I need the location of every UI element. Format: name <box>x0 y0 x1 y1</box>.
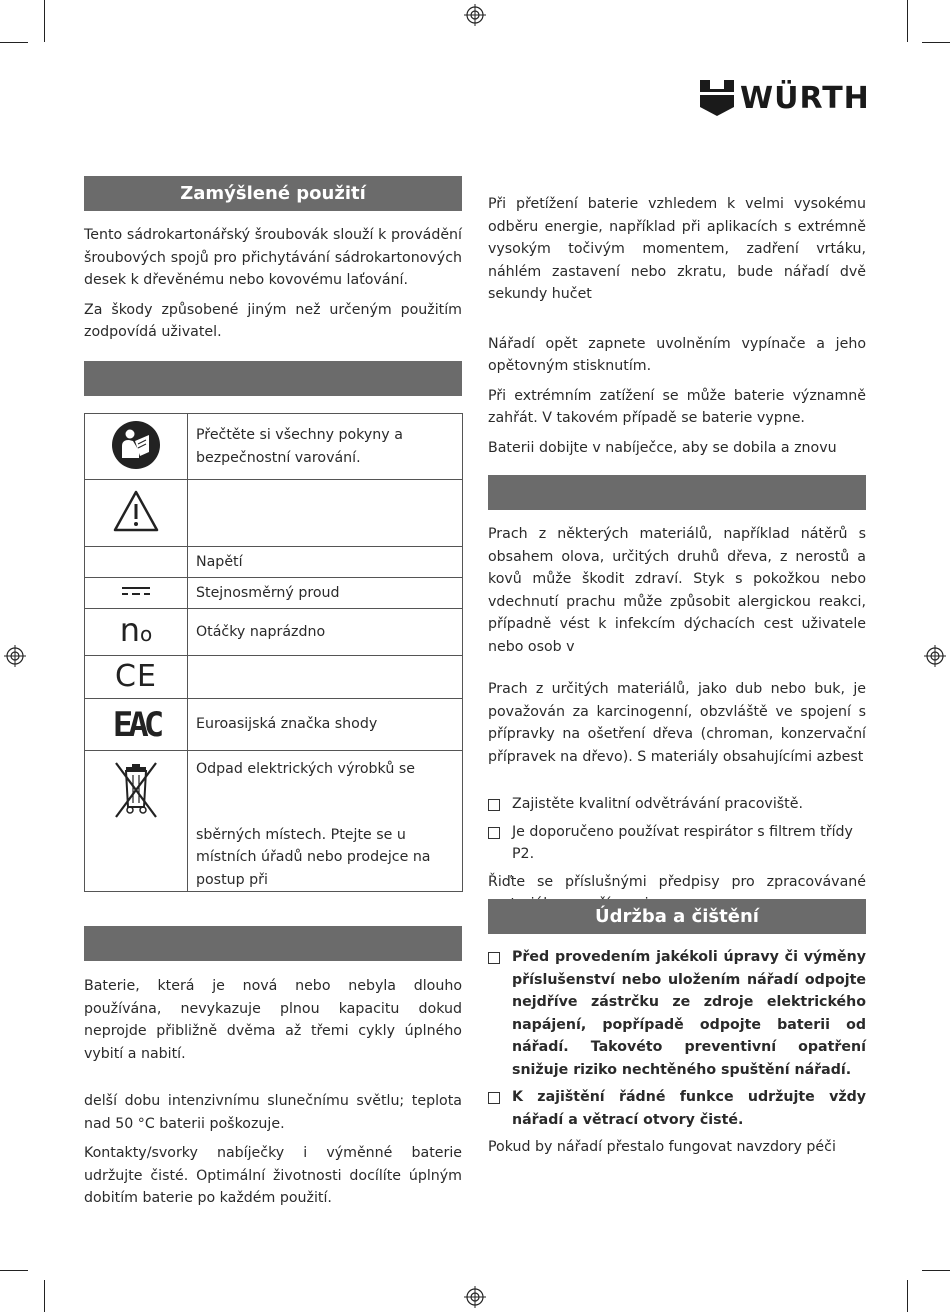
table-row <box>85 480 463 547</box>
symbols-heading-bar <box>84 361 462 396</box>
warning-triangle-icon <box>112 489 160 533</box>
crop-mark <box>922 1270 950 1271</box>
wurth-logo <box>700 80 870 116</box>
bullet-box-icon <box>488 1092 500 1104</box>
paragraph: Pokud by nářadí přestalo fungovat navzdory péči <box>488 1139 836 1155</box>
symbol-description: Euroasijská značka shody <box>196 716 378 733</box>
table-cell <box>85 609 188 656</box>
table-cell <box>85 480 188 547</box>
crop-mark <box>44 0 45 42</box>
list-item <box>488 821 866 866</box>
table-cell <box>188 480 463 547</box>
crop-mark <box>907 1280 908 1312</box>
table-row <box>85 609 463 656</box>
battery-section <box>84 926 462 1217</box>
intended-use-section <box>84 176 462 351</box>
section-heading: Zamýšlené použití <box>84 176 462 211</box>
crop-mark <box>907 0 908 42</box>
list-item-text: Je doporučeno používat respirátor s filtrem třídy P2. <box>512 823 853 862</box>
symbol-description: Otáčky naprázdno <box>196 623 326 640</box>
direct-current-icon <box>121 585 151 597</box>
bullet-box-icon <box>488 952 500 964</box>
symbol-description: Odpad elektrických výrobků se <box>196 761 415 777</box>
crop-mark <box>0 42 28 43</box>
paragraph: Prach z některých materiálů, například nátěrů s obsahem olova, určitých druhů dřeva, z nerostů a kovů může škodit zdraví. Styk s pokožkou nebo vdechnutí prachu může způsobit alergickou reakci, případně vést k infekcím dýchacích cest uživatele nebo osob v <box>488 526 866 655</box>
symbol-description: sběrných místech. Ptejte se u místních úřadů nebo prodejce na postup při <box>196 826 431 888</box>
table-cell <box>85 656 188 699</box>
maintenance-section <box>488 899 866 1166</box>
eac-mark-icon: EAC <box>112 704 160 745</box>
table-cell <box>85 414 188 480</box>
registration-mark-icon <box>924 645 946 667</box>
table-row <box>85 656 463 699</box>
table-cell <box>85 547 188 578</box>
paragraph: Prach z určitých materiálů, jako dub nebo buk, je považován za karcinogenní, obzvláště ve spojení s přípravky na ošetření dřeva (chroman, konzervační přípravek na dřevo). S materiály obsahujícími azbest <box>488 681 866 765</box>
list-item-text: K zajištění řádné funkce udržujte vždy nářadí a větrací otvory čisté. <box>512 1089 866 1128</box>
list-item <box>488 793 866 816</box>
symbols-table <box>84 413 463 892</box>
table-cell <box>188 751 463 892</box>
table-cell <box>85 699 188 751</box>
registration-mark-icon <box>4 645 26 667</box>
table-row <box>85 414 463 480</box>
list-item <box>488 1086 866 1131</box>
symbol-description: Stejnosměrný proud <box>196 584 340 601</box>
crop-mark <box>44 1280 45 1312</box>
no-load-speed-icon: no <box>119 611 153 649</box>
table-row <box>85 699 463 751</box>
paragraph: Při přetížení baterie vzhledem k velmi vysokému odběru energie, například při aplikacích s extrémně vysokým točivým momentem, zadření vrtáku, náhlém zastavení nebo zkratu, bude nářadí dvě sekundy hučet <box>488 196 866 302</box>
crop-mark <box>922 42 950 43</box>
paragraph: Kontakty/svorky nabíječky i výměnné baterie udržujte čisté. Optimální životnosti docílíte úplným dobitím baterie po každém použití. <box>84 1145 462 1206</box>
paragraph: Za škody způsobené jiným než určeným použitím zodpovídá uživatel. <box>84 301 462 340</box>
paragraph: Nářadí opět zapnete uvolněním vypínače a jeho opětovným stisknutím. <box>488 335 866 374</box>
ce-mark-icon: CE <box>115 659 157 694</box>
paragraph: Baterii dobijte v nabíječce, aby se dobila a znovu <box>488 439 837 456</box>
table-cell <box>188 656 463 699</box>
table-row <box>85 578 463 609</box>
registration-mark-icon <box>464 1286 486 1308</box>
brand-name: WÜRTH <box>740 80 870 116</box>
paragraph: Tento sádrokartonářský šroubovák slouží k provádění šroubových spojů pro přichytávání sádrokartonových desek k dřevěnému nebo kovovému laťování. <box>84 227 462 288</box>
paragraph: Při extrémním zatížení se může baterie významně zahřát. V takovém případě se baterie vypne. <box>488 387 866 426</box>
paragraph: delší dobu intenzivnímu slunečnímu světlu; teplota nad 50 °C baterii poškozuje. <box>84 1093 462 1132</box>
bullet-box-icon <box>488 827 500 839</box>
list-item <box>488 946 866 1081</box>
dust-section <box>488 475 866 923</box>
symbol-description: Napětí <box>196 553 243 570</box>
paragraph: Řiďte se příslušnými předpisy pro zpracovávané <box>488 873 866 890</box>
section-heading <box>84 361 462 396</box>
list-item-text: Před provedením jakékoli úpravy či výměny příslušenství nebo uložením nářadí odpojte nejdříve zástrčku ze zdroje elektrického napájení, popřípadě odpojte baterii od nářadí. Takovéto preventivní opatření snižuje riziko nechtěného spuštění nářadí. <box>512 949 866 1078</box>
list-item-text: Zajistěte kvalitní odvětrávání pracoviště. <box>512 796 803 812</box>
crop-mark <box>0 1270 28 1271</box>
symbol-description: Přečtěte si všechny pokyny a bezpečnostní varování. <box>196 427 403 466</box>
read-manual-icon <box>111 420 161 470</box>
table-cell <box>188 609 463 656</box>
table-cell <box>85 751 188 892</box>
table-row <box>85 547 463 578</box>
table-cell <box>188 414 463 480</box>
bullet-box-icon <box>488 799 500 811</box>
registration-mark-icon <box>464 4 486 26</box>
crossed-bin-icon <box>114 759 158 819</box>
overload-section <box>488 193 866 466</box>
table-cell <box>188 547 463 578</box>
wurth-emblem-icon <box>700 80 734 116</box>
section-heading <box>488 475 866 510</box>
table-cell <box>188 578 463 609</box>
paragraph: Baterie, která je nová nebo nebyla dlouho používána, nevykazuje plnou kapacitu dokud neprojde přibližně dvěma až třemi cykly úplného vybití a nabití. <box>84 978 462 1062</box>
table-row <box>85 751 463 892</box>
table-cell <box>188 699 463 751</box>
section-heading: Údržba a čištění <box>488 899 866 934</box>
table-cell <box>85 578 188 609</box>
section-heading <box>84 926 462 961</box>
